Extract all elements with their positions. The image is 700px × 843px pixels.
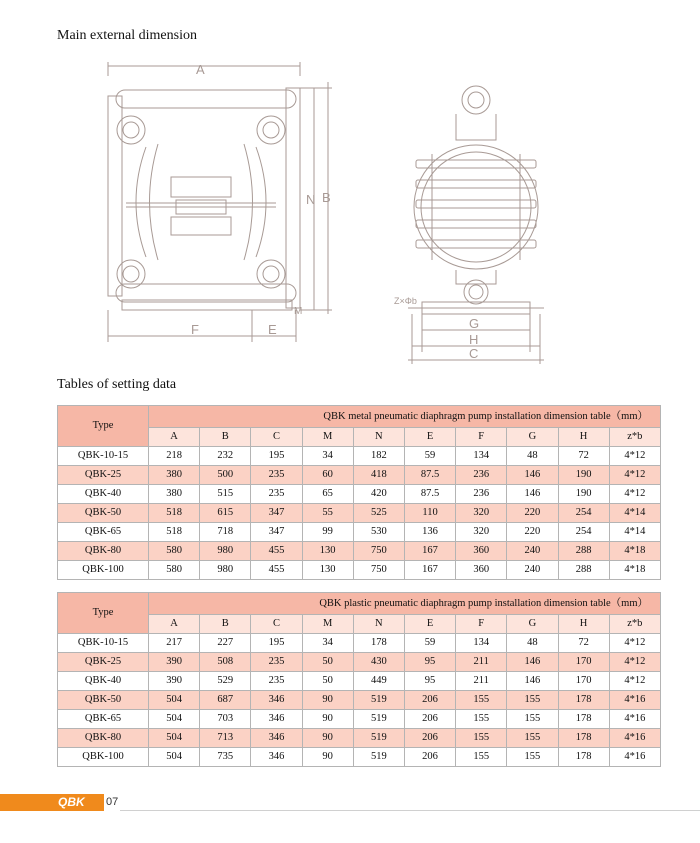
table-row: [58, 447, 661, 466]
value-cell: 449: [353, 672, 404, 691]
value-cell: 90: [302, 729, 353, 748]
value-cell: 155: [507, 748, 558, 767]
table-row: [58, 729, 661, 748]
value-cell: 519: [353, 691, 404, 710]
column-header: z*b: [609, 428, 660, 447]
value-cell: 60: [302, 466, 353, 485]
value-cell: 529: [200, 672, 251, 691]
value-cell: 420: [353, 485, 404, 504]
value-cell: 4*12: [609, 672, 660, 691]
column-header: H: [558, 428, 609, 447]
column-header: E: [404, 615, 455, 634]
value-cell: 530: [353, 523, 404, 542]
value-cell: 390: [149, 653, 200, 672]
value-cell: 240: [507, 561, 558, 580]
model-cell: QBK-10-15: [58, 447, 149, 466]
dim-label-f: F: [191, 322, 199, 337]
value-cell: 980: [200, 561, 251, 580]
value-cell: 750: [353, 561, 404, 580]
value-cell: 59: [404, 447, 455, 466]
value-cell: 418: [353, 466, 404, 485]
value-cell: 72: [558, 447, 609, 466]
type-header: Type: [58, 593, 149, 634]
value-cell: 288: [558, 561, 609, 580]
value-cell: 4*14: [609, 504, 660, 523]
model-cell: QBK-50: [58, 691, 149, 710]
value-cell: 178: [558, 710, 609, 729]
column-header: B: [200, 615, 251, 634]
dim-label-h: H: [469, 332, 479, 347]
value-cell: 218: [149, 447, 200, 466]
value-cell: 146: [507, 466, 558, 485]
value-cell: 211: [456, 653, 507, 672]
value-cell: 360: [456, 561, 507, 580]
value-cell: 580: [149, 561, 200, 580]
value-cell: 320: [456, 523, 507, 542]
table-row: [58, 523, 661, 542]
value-cell: 4*16: [609, 729, 660, 748]
dim-label-n: N: [306, 192, 316, 207]
value-cell: 227: [200, 634, 251, 653]
value-cell: 288: [558, 542, 609, 561]
dim-label-zxphi-b: Z×Φb: [394, 296, 417, 306]
value-cell: 346: [251, 748, 302, 767]
value-cell: 240: [507, 542, 558, 561]
column-header: A: [149, 615, 200, 634]
value-cell: 687: [200, 691, 251, 710]
value-cell: 130: [302, 542, 353, 561]
table-row: [58, 653, 661, 672]
value-cell: 220: [507, 523, 558, 542]
value-cell: 170: [558, 653, 609, 672]
value-cell: 34: [302, 634, 353, 653]
value-cell: 519: [353, 710, 404, 729]
dim-label-e: E: [268, 322, 277, 337]
value-cell: 59: [404, 634, 455, 653]
value-cell: 236: [456, 466, 507, 485]
value-cell: 90: [302, 748, 353, 767]
model-cell: QBK-25: [58, 653, 149, 672]
section-title-dimension: Main external dimension: [57, 28, 197, 43]
table-row: [58, 748, 661, 767]
table-title: QBK metal pneumatic diaphragm pump installation dimension table（mm）: [149, 406, 661, 428]
model-cell: QBK-50: [58, 504, 149, 523]
value-cell: 178: [353, 634, 404, 653]
value-cell: 254: [558, 504, 609, 523]
table-row: [58, 672, 661, 691]
value-cell: 718: [200, 523, 251, 542]
column-header: A: [149, 428, 200, 447]
value-cell: 206: [404, 691, 455, 710]
value-cell: 360: [456, 542, 507, 561]
table-row: [58, 634, 661, 653]
table-row: [58, 561, 661, 580]
value-cell: 4*12: [609, 634, 660, 653]
table-row: [58, 710, 661, 729]
column-header: F: [456, 615, 507, 634]
value-cell: 90: [302, 710, 353, 729]
value-cell: 95: [404, 653, 455, 672]
value-cell: 87.5: [404, 466, 455, 485]
value-cell: 615: [200, 504, 251, 523]
section-title-tables: Tables of setting data: [57, 377, 177, 392]
value-cell: 178: [558, 748, 609, 767]
value-cell: 170: [558, 672, 609, 691]
value-cell: 235: [251, 485, 302, 504]
value-cell: 211: [456, 672, 507, 691]
value-cell: 206: [404, 748, 455, 767]
value-cell: 515: [200, 485, 251, 504]
value-cell: 500: [200, 466, 251, 485]
column-header: M: [302, 615, 353, 634]
model-cell: QBK-40: [58, 485, 149, 504]
column-header: M: [302, 428, 353, 447]
value-cell: 518: [149, 504, 200, 523]
value-cell: 217: [149, 634, 200, 653]
value-cell: 95: [404, 672, 455, 691]
value-cell: 254: [558, 523, 609, 542]
value-cell: 220: [507, 504, 558, 523]
value-cell: 50: [302, 653, 353, 672]
model-cell: QBK-25: [58, 466, 149, 485]
dim-label-g: G: [469, 316, 480, 331]
value-cell: 206: [404, 729, 455, 748]
value-cell: 4*12: [609, 485, 660, 504]
table-title: QBK plastic pneumatic diaphragm pump installation dimension table（mm）: [149, 593, 661, 615]
value-cell: 155: [456, 691, 507, 710]
value-cell: 235: [251, 672, 302, 691]
value-cell: 713: [200, 729, 251, 748]
value-cell: 235: [251, 653, 302, 672]
table-row: [58, 691, 661, 710]
model-cell: QBK-65: [58, 523, 149, 542]
value-cell: 735: [200, 748, 251, 767]
value-cell: 195: [251, 634, 302, 653]
value-cell: 525: [353, 504, 404, 523]
value-cell: 580: [149, 542, 200, 561]
value-cell: 110: [404, 504, 455, 523]
column-header: B: [200, 428, 251, 447]
value-cell: 167: [404, 561, 455, 580]
model-cell: QBK-100: [58, 561, 149, 580]
value-cell: 155: [507, 691, 558, 710]
value-cell: 90: [302, 691, 353, 710]
column-header: H: [558, 615, 609, 634]
value-cell: 48: [507, 447, 558, 466]
column-header: G: [507, 615, 558, 634]
value-cell: 87.5: [404, 485, 455, 504]
column-header: N: [353, 615, 404, 634]
model-cell: QBK-65: [58, 710, 149, 729]
value-cell: 504: [149, 729, 200, 748]
column-header: N: [353, 428, 404, 447]
value-cell: 232: [200, 447, 251, 466]
value-cell: 178: [558, 729, 609, 748]
front-view: [108, 62, 332, 342]
value-cell: 178: [558, 691, 609, 710]
value-cell: 347: [251, 523, 302, 542]
page-number: 07: [106, 796, 119, 808]
value-cell: 4*18: [609, 561, 660, 580]
value-cell: 155: [456, 729, 507, 748]
table-row: [58, 485, 661, 504]
value-cell: 4*12: [609, 466, 660, 485]
value-cell: 134: [456, 634, 507, 653]
value-cell: 455: [251, 561, 302, 580]
value-cell: 136: [404, 523, 455, 542]
model-cell: QBK-100: [58, 748, 149, 767]
value-cell: 146: [507, 653, 558, 672]
value-cell: 72: [558, 634, 609, 653]
value-cell: 34: [302, 447, 353, 466]
value-cell: 55: [302, 504, 353, 523]
model-cell: QBK-40: [58, 672, 149, 691]
table-row: [58, 504, 661, 523]
value-cell: 155: [507, 710, 558, 729]
value-cell: 4*12: [609, 447, 660, 466]
value-cell: 346: [251, 691, 302, 710]
value-cell: 504: [149, 710, 200, 729]
value-cell: 430: [353, 653, 404, 672]
value-cell: 4*16: [609, 710, 660, 729]
column-header: F: [456, 428, 507, 447]
value-cell: 182: [353, 447, 404, 466]
value-cell: 155: [507, 729, 558, 748]
pump-dimension-drawing: [86, 52, 576, 368]
footer-brand: QBK: [58, 795, 85, 809]
footer-accent-bar: [0, 794, 104, 811]
value-cell: 146: [507, 485, 558, 504]
model-cell: QBK-80: [58, 729, 149, 748]
value-cell: 65: [302, 485, 353, 504]
plastic-dimension-table: [57, 592, 661, 767]
column-header: C: [251, 428, 302, 447]
value-cell: 703: [200, 710, 251, 729]
value-cell: 50: [302, 672, 353, 691]
value-cell: 155: [456, 710, 507, 729]
value-cell: 380: [149, 485, 200, 504]
value-cell: 347: [251, 504, 302, 523]
value-cell: 980: [200, 542, 251, 561]
column-header: G: [507, 428, 558, 447]
value-cell: 206: [404, 710, 455, 729]
dim-label-a: A: [196, 62, 205, 77]
value-cell: 320: [456, 504, 507, 523]
value-cell: 48: [507, 634, 558, 653]
value-cell: 455: [251, 542, 302, 561]
value-cell: 346: [251, 729, 302, 748]
value-cell: 4*16: [609, 748, 660, 767]
value-cell: 195: [251, 447, 302, 466]
dim-label-b: B: [322, 190, 331, 205]
value-cell: 518: [149, 523, 200, 542]
value-cell: 130: [302, 561, 353, 580]
value-cell: 4*18: [609, 542, 660, 561]
value-cell: 390: [149, 672, 200, 691]
value-cell: 4*12: [609, 653, 660, 672]
value-cell: 99: [302, 523, 353, 542]
column-header: E: [404, 428, 455, 447]
value-cell: 235: [251, 466, 302, 485]
value-cell: 346: [251, 710, 302, 729]
value-cell: 190: [558, 466, 609, 485]
model-cell: QBK-80: [58, 542, 149, 561]
value-cell: 236: [456, 485, 507, 504]
value-cell: 519: [353, 748, 404, 767]
value-cell: 750: [353, 542, 404, 561]
model-cell: QBK-10-15: [58, 634, 149, 653]
value-cell: 4*16: [609, 691, 660, 710]
value-cell: 4*14: [609, 523, 660, 542]
column-header: z*b: [609, 615, 660, 634]
value-cell: 519: [353, 729, 404, 748]
dim-label-m: M: [294, 306, 303, 317]
page-footer: [0, 794, 700, 811]
metal-dimension-table: [57, 405, 661, 580]
type-header: Type: [58, 406, 149, 447]
value-cell: 134: [456, 447, 507, 466]
value-cell: 508: [200, 653, 251, 672]
footer-divider: [120, 810, 700, 811]
value-cell: 155: [456, 748, 507, 767]
dim-label-c: C: [469, 346, 479, 361]
value-cell: 146: [507, 672, 558, 691]
table-row: [58, 466, 661, 485]
value-cell: 504: [149, 691, 200, 710]
value-cell: 167: [404, 542, 455, 561]
value-cell: 504: [149, 748, 200, 767]
value-cell: 380: [149, 466, 200, 485]
table-row: [58, 542, 661, 561]
column-header: C: [251, 615, 302, 634]
value-cell: 190: [558, 485, 609, 504]
